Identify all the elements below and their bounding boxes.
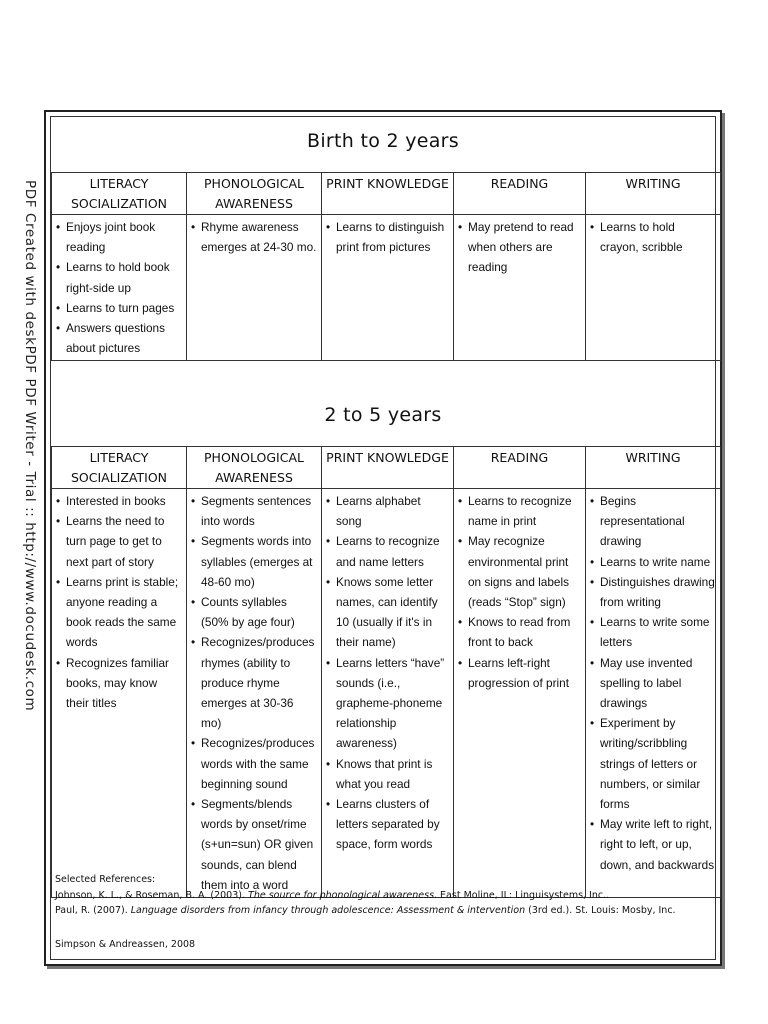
reference-authors: Johnson, K. L., & Roseman, B. A. (2003). [55,889,245,901]
list-item: • May pretend to read when others are reading [457,217,581,278]
table-birth-to-2 [51,172,721,361]
column-header-text: WRITING [625,176,681,191]
reference-authors: Paul, R. (2007). [55,905,128,916]
column-header [586,173,721,215]
column-header-text: PRINT KNOWLEDGE [326,176,449,191]
milestone-list [190,491,317,895]
column-header [52,173,187,215]
milestone-list [457,491,581,693]
list-item: • Segments/blends words by onset/rime (s+un=sun) OR given sounds, can blend them into a word [190,794,317,895]
reference-paul [55,903,676,919]
column-header-text: SOCIALIZATION [70,470,168,485]
column-header-text: LITERACY [89,176,149,191]
list-item: • Answers questions about pictures [55,318,182,358]
milestone-list [589,491,716,875]
column-header [454,173,586,215]
reference-publisher: . East Moline, IL: Linguisystems, Inc.. [434,889,610,901]
header-row [52,173,721,215]
section-title-2-to-5: 2 to 5 years [324,404,442,426]
column-header-text: WRITING [625,450,681,465]
milestone-list [55,217,182,358]
milestone-cell [52,215,187,361]
list-item: • Segments words into syllables (emerges at 48-60 mo) [190,531,317,592]
list-item: • Learns clusters of letters separated by space, form words [325,794,449,855]
list-item: • Learns to hold book right-side up [55,257,182,297]
list-item: • Learns alphabet song [325,491,449,531]
list-item: • Learns to hold crayon, scribble [589,217,716,257]
milestone-list [589,217,716,257]
list-item: • Learns letters “have” sounds (i.e., grapheme-phoneme relationship awareness) [325,653,449,754]
chart-frame [44,110,722,966]
list-item: • Learns to distinguish print from pictures [325,217,449,257]
table-2-to-5 [51,446,721,898]
milestone-cell [586,215,721,361]
column-header [52,447,187,489]
list-item: • May recognize environmental print on signs and labels (reads “Stop” sign) [457,531,581,612]
references-heading: Selected References: [55,874,156,885]
list-item: • Knows that print is what you read [325,754,449,794]
milestone-row [52,489,721,898]
list-item: • Interested in books [55,491,182,511]
list-item: • Experiment by writing/scribbling strings of letters or numbers, or similar forms [589,713,716,814]
column-header-text: PHONOLOGICAL [204,450,304,465]
list-item: • Learns to recognize and name letters [325,531,449,571]
milestone-cell [586,489,721,898]
reference-title: The source for phonological awareness [248,889,435,901]
list-item: • Segments sentences into words [190,491,317,531]
author-credit: Simpson & Andreassen, 2008 [55,938,196,950]
list-item: • Learns left-right progression of print [457,653,581,693]
milestone-list [325,491,449,855]
milestone-list [190,217,317,257]
list-item: • May write left to right, right to left, or up, down, and backwards [589,814,716,875]
list-item: • Recognizes/produces rhymes (ability to produce rhyme emerges at 30-36 mo) [190,632,317,733]
milestone-cell [187,215,322,361]
milestone-cell [454,215,586,361]
column-header [586,447,721,489]
column-header-text: READING [490,176,549,191]
list-item: • Learns the need to turn page to get to next part of story [55,511,182,572]
list-item: • Enjoys joint book reading [55,217,182,257]
literacy-milestones-sheet [50,116,716,960]
list-item: • Knows some letter names, can identify 10 (usually if it's in their name) [325,572,449,653]
section-title-birth-to-2: Birth to 2 years [307,130,459,152]
list-item: • Recognizes/produces words with the same beginning sound [190,733,317,794]
header-row [52,447,721,489]
list-item: • Distinguishes drawing from writing [589,572,716,612]
list-item: • Counts syllables (50% by age four) [190,592,317,632]
list-item: • May use invented spelling to label drawings [589,653,716,714]
list-item: • Recognizes familiar books, may know their titles [55,653,182,714]
milestone-list [457,217,581,278]
milestone-list [325,217,449,257]
column-header-text: PRINT KNOWLEDGE [326,450,449,465]
milestone-cell [454,489,586,898]
column-header [187,173,322,215]
list-item: • Knows to read from front to back [457,612,581,652]
column-header-text: READING [490,450,549,465]
column-header-text: AWARENESS [215,196,293,211]
reference-johnson [55,888,676,904]
milestone-row [52,215,721,361]
list-item: • Learns to write name [589,552,716,572]
list-item: • Learns to turn pages [55,298,182,318]
list-item: • Rhyme awareness emerges at 24-30 mo. [190,217,317,257]
column-header [454,447,586,489]
column-header-text: SOCIALIZATION [70,196,168,211]
list-item: • Learns to write some letters [589,612,716,652]
reference-title: Language disorders from infancy through adolescence: Assessment & intervention [130,905,526,916]
column-header [187,447,322,489]
milestone-cell [187,489,322,898]
milestone-cell [52,489,187,898]
trial-watermark: PDF Created with deskPDF PDF Writer - Trial :: http://www.docudesk.com [22,180,38,712]
column-header-text: PHONOLOGICAL [204,176,304,191]
milestone-list [55,491,182,713]
milestone-cell [322,489,454,898]
list-item: • Learns print is stable; anyone reading a book reads the same words [55,572,182,653]
list-item: • Begins representational drawing [589,491,716,552]
column-header-text: AWARENESS [215,470,293,485]
references-block [55,872,676,952]
milestone-cell [322,215,454,361]
column-header-text: LITERACY [89,450,149,465]
column-header [322,447,454,489]
reference-publisher: (3rd ed.). St. Louis: Mosby, Inc. [525,905,676,916]
column-header [322,173,454,215]
list-item: • Learns to recognize name in print [457,491,581,531]
